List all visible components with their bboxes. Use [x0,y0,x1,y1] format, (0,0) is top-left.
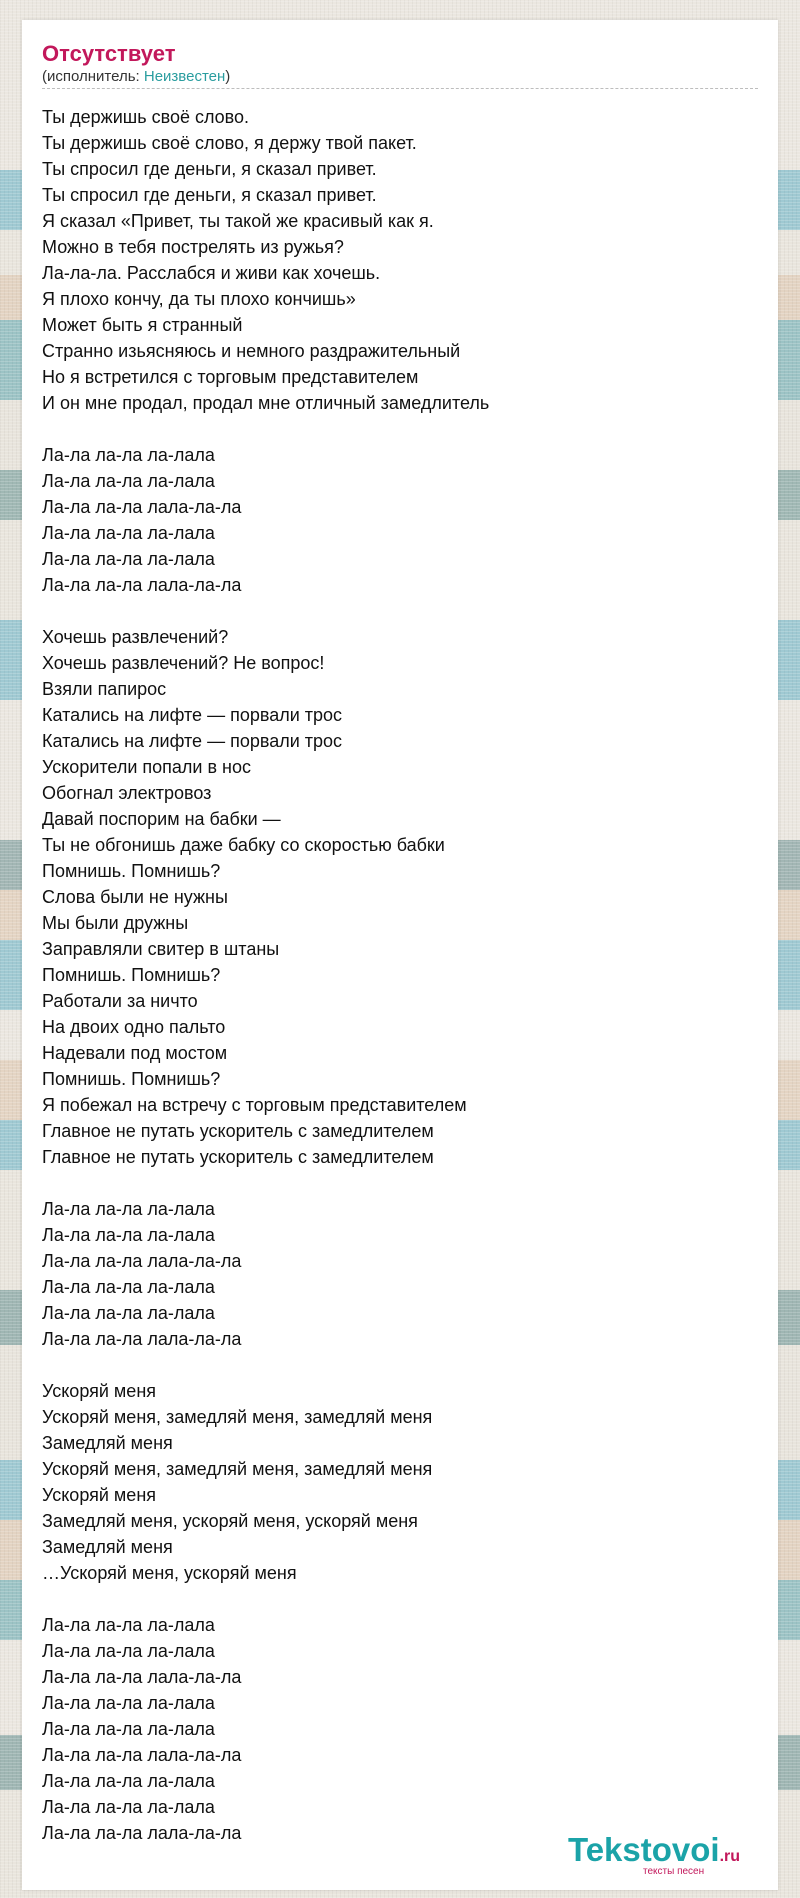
lyric-line: Работали за ничто [42,991,198,1011]
lyric-line: Давай поспорим на бабки — [42,809,281,829]
lyric-blank-line [42,416,758,442]
lyric-line: Главное не путать ускоритель с замедлителем [42,1121,434,1141]
lyric-line: Катались на лифте — порвали трос [42,705,343,725]
song-title: Отсутствует [42,41,176,66]
lyric-line: Замедляй меня [42,1433,173,1453]
lyric-line: Слова были не нужны [42,887,228,907]
lyric-line: Ла-ла ла-ла лала-ла-ла [42,1329,242,1349]
lyric-line: Ла-ла ла-ла ла-лала [42,1277,215,1297]
lyric-line: И он мне продал, продал мне отличный замедлитель [42,393,490,413]
lyric-line: Взяли папирос [42,679,167,699]
artist-line [42,68,758,86]
lyric-line: Помнишь. Помнишь? [42,1069,221,1089]
lyric-line: Ла-ла ла-ла ла-лала [42,445,215,465]
lyric-line: Я сказал «Привет, ты такой же красивый как я. [42,211,434,231]
lyric-line: …Ускоряй меня, ускоряй меня [42,1563,297,1583]
lyric-line: Ла-ла ла-ла лала-ла-ла [42,1667,242,1687]
lyric-line: Ла-ла ла-ла ла-лала [42,1303,215,1323]
logo-tagline: тексты песен [643,1866,705,1877]
lyric-line: Ла-ла ла-ла ла-лала [42,1199,215,1219]
site-logo[interactable] [568,1832,778,1884]
lyric-line: Мы были дружны [42,913,189,933]
artist-link[interactable]: Неизвестен [143,68,226,85]
lyric-line: Ла-ла ла-ла ла-лала [42,1641,215,1661]
lyric-line: Может быть я странный [42,315,243,335]
lyric-line: Помнишь. Помнишь? [42,965,221,985]
lyric-line: Ла-ла ла-ла лала-ла-ла [42,1251,242,1271]
lyric-line: Надевали под мостом [42,1043,228,1063]
lyric-line: Ты держишь своё слово. [42,107,250,127]
lyric-line: Ла-ла ла-ла ла-лала [42,1615,215,1635]
lyric-line: Замедляй меня [42,1537,173,1557]
lyric-line: Ускоряй меня, замедляй меня, замедляй меня [42,1407,433,1427]
lyric-line: Ла-ла ла-ла лала-ла-ла [42,497,242,517]
lyric-line: Помнишь. Помнишь? [42,861,221,881]
lyric-line: Ла-ла ла-ла лала-ла-ла [42,1823,242,1843]
lyric-line: Замедляй меня, ускоряй меня, ускоряй меня [42,1511,418,1531]
lyric-line: Ла-ла ла-ла ла-лала [42,1771,215,1791]
lyric-line: Ла-ла ла-ла ла-лала [42,1797,215,1817]
lyric-line: Ты спросил где деньги, я сказал привет. [42,185,377,205]
lyric-line: Я побежал на встречу с торговым представителем [42,1095,467,1115]
lyric-blank-line [42,1170,758,1196]
lyric-line: Ла-ла ла-ла ла-лала [42,471,215,491]
lyric-line: Ла-ла ла-ла ла-лала [42,1719,215,1739]
lyric-blank-line [42,1352,758,1378]
logo-tld: .ru [719,1848,741,1865]
lyric-line: Главное не путать ускоритель с замедлителем [42,1147,434,1167]
lyric-line: Ты не обгонишь даже бабку со скоростью бабки [42,835,445,855]
artist-suffix: ) [225,68,231,85]
song-header [42,40,758,89]
lyrics-card [22,20,778,1890]
lyric-line: Обогнал электровоз [42,783,212,803]
lyric-line: Ты держишь своё слово, я держу твой пакет. [42,133,417,153]
lyric-line: Хочешь развлечений? Не вопрос! [42,653,325,673]
lyric-line: Ла-ла ла-ла лала-ла-ла [42,1745,242,1765]
lyric-line: Я плохо кончу, да ты плохо кончишь» [42,289,356,309]
lyric-line: На двоих одно пальто [42,1017,226,1037]
lyric-line: Ускоряй меня, замедляй меня, замедляй меня [42,1459,433,1479]
lyric-line: Можно в тебя пострелять из ружья? [42,237,344,257]
lyrics-body [42,104,758,1846]
lyric-line: Ускорители попали в нос [42,757,251,777]
lyric-line: Ла-ла ла-ла ла-лала [42,523,215,543]
lyric-line: Ускоряй меня [42,1381,157,1401]
logo-name: Tekstovoi [568,1831,720,1868]
lyric-line: Ла-ла-ла. Расслабся и живи как хочешь. [42,263,381,283]
lyric-line: Ла-ла ла-ла ла-лала [42,1693,215,1713]
lyric-line: Ла-ла ла-ла ла-лала [42,1225,215,1245]
lyric-line: Ла-ла ла-ла ла-лала [42,549,215,569]
lyric-line: Хочешь развлечений? [42,627,229,647]
lyric-line: Катались на лифте — порвали трос [42,731,343,751]
lyric-blank-line [42,598,758,624]
artist-prefix: (исполнитель: [42,68,144,85]
lyric-line: Но я встретился с торговым представителем [42,367,419,387]
lyric-line: Ускоряй меня [42,1485,157,1505]
lyric-line: Ла-ла ла-ла лала-ла-ла [42,575,242,595]
lyric-line: Заправляли свитер в штаны [42,939,280,959]
lyric-line: Странно изьясняюсь и немного раздражительный [42,341,461,361]
lyric-blank-line [42,1586,758,1612]
lyric-line: Ты спросил где деньги, я сказал привет. [42,159,377,179]
